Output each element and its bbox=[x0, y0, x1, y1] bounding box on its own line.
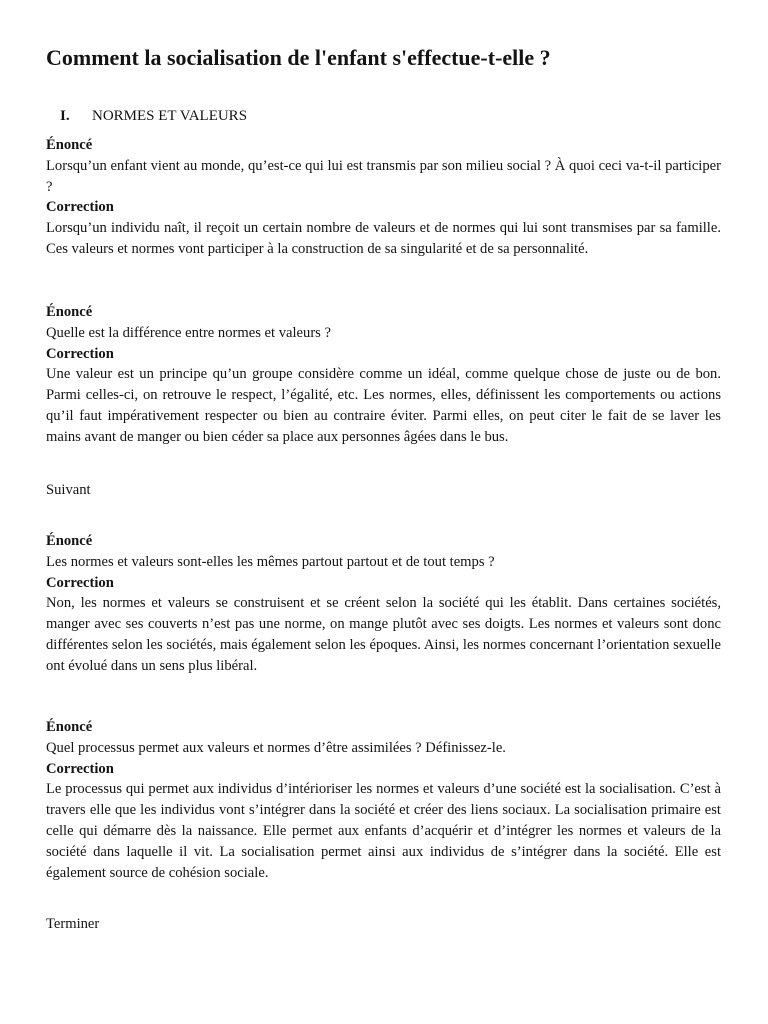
enonce-label: Énoncé bbox=[46, 719, 93, 735]
answer-text: Lorsqu’un individu naît, il reçoit un certain nombre de valeurs et de normes qui lui sont transmises par sa famille. Ces valeurs et normes vont participer à la construction de sa singularité et de sa personnalité. bbox=[46, 220, 721, 257]
enonce-label: Énoncé bbox=[46, 304, 93, 320]
answer-text: Le processus qui permet aux individus d’intérioriser les normes et valeurs d’une société est la socialisation. C’est à travers elle que les individus vont s’intégrer dans la société et créer des liens sociaux. La socialisation primaire est celle qui démarre dès la naissance. Elle permet aux enfants d’acquérir et d’intégrer les normes et valeurs de la société dans laquelle il vit. La socialisation permet ainsi aux individus de s’intégrer dans la société. Elle est également source de cohésion sociale. bbox=[46, 781, 721, 881]
page-title: Comment la socialisation de l'enfant s'effectue-t-elle ? bbox=[46, 45, 551, 70]
correction-label: Correction bbox=[46, 574, 114, 591]
exercise-1 bbox=[46, 135, 721, 260]
exercise-4 bbox=[46, 717, 721, 883]
exercise-2 bbox=[46, 302, 721, 448]
enonce-label: Énoncé bbox=[46, 533, 93, 549]
exercise-3 bbox=[46, 531, 721, 677]
question-text: Quel processus permet aux valeurs et normes d’être assimilées ? Définissez-le. bbox=[46, 739, 506, 756]
correction-label: Correction bbox=[46, 760, 114, 777]
question-text: Quelle est la différence entre normes et valeurs ? bbox=[46, 324, 331, 341]
correction-label: Correction bbox=[46, 199, 114, 216]
section-heading bbox=[60, 105, 247, 127]
next-link[interactable]: Suivant bbox=[46, 482, 91, 498]
question-text: Lorsqu’un enfant vient au monde, qu’est-ce qui lui est transmis par son milieu social ? À quoi ceci va-t-il participer ? bbox=[46, 157, 721, 195]
correction-label: Correction bbox=[46, 345, 114, 362]
answer-text: Une valeur est un principe qu’un groupe considère comme un idéal, comme quelque chose de juste ou de bon. Parmi celles-ci, on retrouve le respect, l’égalité, etc. Les normes, elles, définissent les comportements ou actions qu’il faut impérativement respecter ou bien au contraire éviter. Parmi elles, on peut citer le fait de se laver les mains avant de manger ou bien céder sa place aux personnes âgées dans le bus. bbox=[46, 366, 721, 445]
section-title: NORMES ET VALEURS bbox=[92, 108, 248, 124]
finish-link[interactable]: Terminer bbox=[46, 916, 100, 932]
answer-text: Non, les normes et valeurs se construisent et se créent selon la société qui les établit. Dans certaines sociétés, manger avec ses couverts n’est pas une norme, on mange plutôt avec ses doigts. Les normes et valeurs sont donc différentes selon les sociétés, mais également selon les époques. Ainsi, les normes concernant l’orientation sexuelle ont évolué dans un sens plus libéral. bbox=[46, 595, 721, 674]
section-number: I. bbox=[60, 108, 70, 124]
question-text: Les normes et valeurs sont-elles les mêmes partout partout et de tout temps ? bbox=[46, 553, 495, 570]
enonce-label: Énoncé bbox=[46, 137, 93, 153]
